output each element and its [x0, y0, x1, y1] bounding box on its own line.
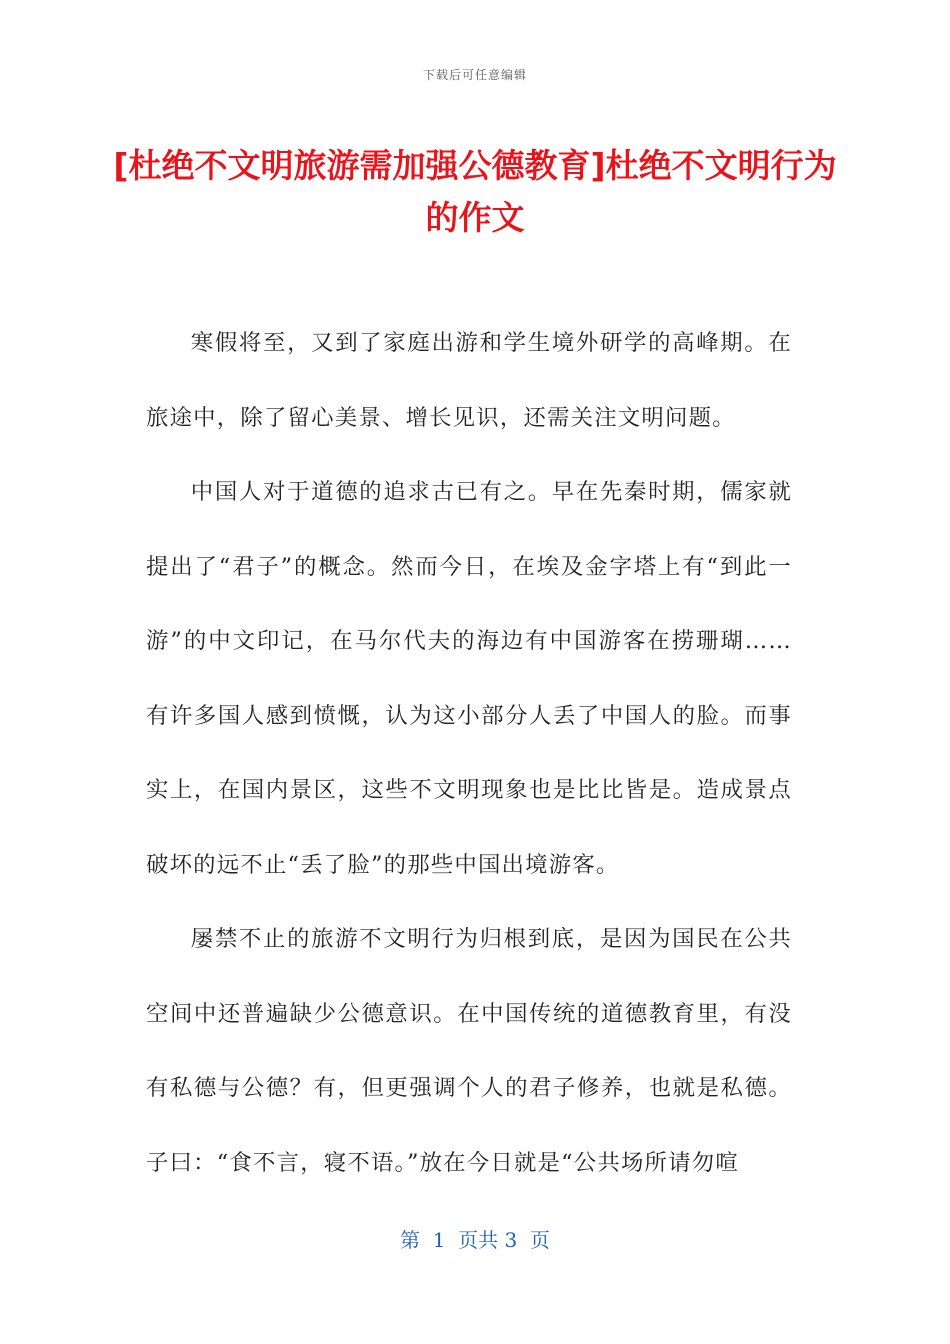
paragraph-3: 屡禁不止的旅游不文明行为归根到底，是因为国民在公共空间中还普遍缺少公德意识。在中国传统的道德教育里，有没有私德与公德？有，但更强调个人的君子修养，也就是私德。子曰：“食不言，寝不语。”放在今日就是“公共场所请勿喧: [146, 926, 792, 1176]
page-number-footer: 第 1 页共 3 页: [400, 1228, 550, 1252]
header-note: 下载后可任意编辑: [422, 68, 527, 82]
paragraph-1: 寒假将至，又到了家庭出游和学生境外研学的高峰期。在旅途中，除了留心美景、增长见识，还需关注文明问题。: [146, 330, 792, 431]
document-title: [杜绝不文明旅游需加强公德教育]杜绝不文明行为的作文: [113, 146, 837, 237]
paragraph-2: 中国人对于道德的追求古已有之。早在先秦时期，儒家就提出了“君子”的概念。然而今日，在埃及金字塔上有“到此一游”的中文印记，在马尔代夫的海边有中国游客在捞珊瑚……有许多国人感到愤慨，认为这小部分人丢了中国人的脸。而事实上，在国内景区，这些不文明现象也是比比皆是。造成景点破坏的远不止“丢了脸”的那些中国出境游客。: [146, 479, 792, 878]
document-body: [146, 306, 792, 1200]
